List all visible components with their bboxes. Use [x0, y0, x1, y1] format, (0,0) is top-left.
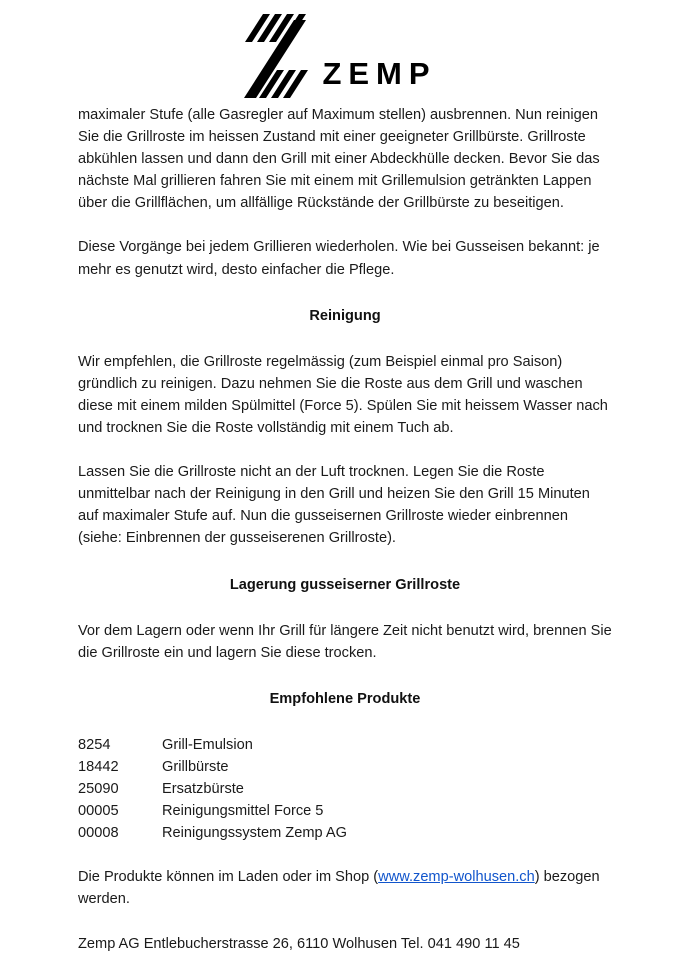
paragraph-cleaning-recommendation: Wir empfehlen, die Grillroste regelmässig (zum Beispiel einmal pro Saison) gründlich zu reinigen. Dazu nehmen Sie die Roste aus dem Grill und waschen diese mit einem milden Spülmittel (Force 5). Spülen Sie mit heissem Wasser nach und trocknen Sie die Roste vollständig mit einem Tuch ab. [78, 353, 608, 437]
shop-line-prefix: Die Produkte können im Laden oder im Shop ( [78, 869, 379, 886]
heading-reinigung: Reinigung [309, 307, 381, 324]
paragraph-storage: Vor dem Lagern oder wenn Ihr Grill für längere Zeit nicht benutzt wird, brennen Sie die Grillroste ein und lagern Sie diese trocken. [78, 622, 612, 661]
product-name: Grill-Emulsion [162, 736, 253, 753]
spacer [78, 911, 612, 933]
company-contact-line: Zemp AG Entlebucherstrasse 26, 6110 Wolhusen Tel. 041 490 11 45 [78, 935, 520, 952]
paragraph-drying-instructions: Lassen Sie die Grillroste nicht an der Luft trocknen. Legen Sie die Roste unmittelbar nach der Reinigung in den Grill und heizen Sie den Grill 15 Minuten auf maximaler Stufe auf. Nun die gusseisernen Grillroste wieder einbrennen (siehe: Einbrennen der gusseiserenen Grillroste). [78, 464, 590, 547]
shop-line-suffix: ) bezogen werden. [78, 869, 600, 908]
heading-empfohlene-produkte: Empfohlene Produkte [269, 690, 421, 707]
brand-wordmark: ZEMP [322, 56, 437, 91]
paragraph-shop-availability [78, 866, 612, 910]
spacer [78, 327, 612, 351]
spacer [78, 664, 612, 688]
product-name: Grillbürste [162, 758, 229, 775]
recommended-products-table [78, 734, 347, 844]
spacer [78, 844, 612, 866]
spacer [78, 596, 612, 620]
product-name: Ersatzbürste [162, 781, 244, 798]
brand-lockup [244, 11, 436, 101]
zemp-shop-link[interactable]: www.zemp-wolhusen.ch [378, 869, 535, 886]
spacer [78, 281, 612, 305]
spacer [78, 550, 612, 574]
product-table-body [78, 734, 347, 844]
letterhead [0, 0, 681, 101]
table-row [78, 822, 347, 844]
spacer [78, 439, 612, 461]
product-code: 18442 [78, 758, 119, 775]
zemp-z-logo-icon [244, 11, 308, 101]
paragraph-repeat-process: Diese Vorgänge bei jedem Grillieren wiederholen. Wie bei Gusseisen bekannt: je mehr es genutzt wird, desto einfacher die Pflege. [78, 239, 600, 278]
product-code: 00005 [78, 803, 119, 820]
table-row [78, 778, 347, 800]
paragraph-intro: maximaler Stufe (alle Gasregler auf Maximum stellen) ausbrennen. Nun reinigen Sie die Grillroste im heissen Zustand mit einer geeigneter Grillbürste. Grillroste abkühlen lassen und dann den Grill mit einer Abdeckhülle decken. Bevor Sie das nächste Mal grillieren fahren Sie mit einem mit Grillemulsion getränkten Lappen über die Grillflächen, um allfällige Rückstände der Grillbürste zu beseitigen. [78, 107, 600, 212]
table-row [78, 734, 347, 756]
product-code: 25090 [78, 781, 119, 798]
product-name: Reinigungsmittel Force 5 [162, 803, 324, 820]
heading-lagerung: Lagerung gusseiserner Grillroste [229, 576, 461, 593]
table-row [78, 756, 347, 778]
product-code: 8254 [78, 736, 111, 753]
spacer [78, 214, 612, 236]
document-body [78, 104, 612, 955]
product-code: 00008 [78, 825, 119, 842]
spacer [78, 710, 612, 734]
product-name: Reinigungssystem Zemp AG [162, 825, 347, 842]
table-row [78, 800, 347, 822]
